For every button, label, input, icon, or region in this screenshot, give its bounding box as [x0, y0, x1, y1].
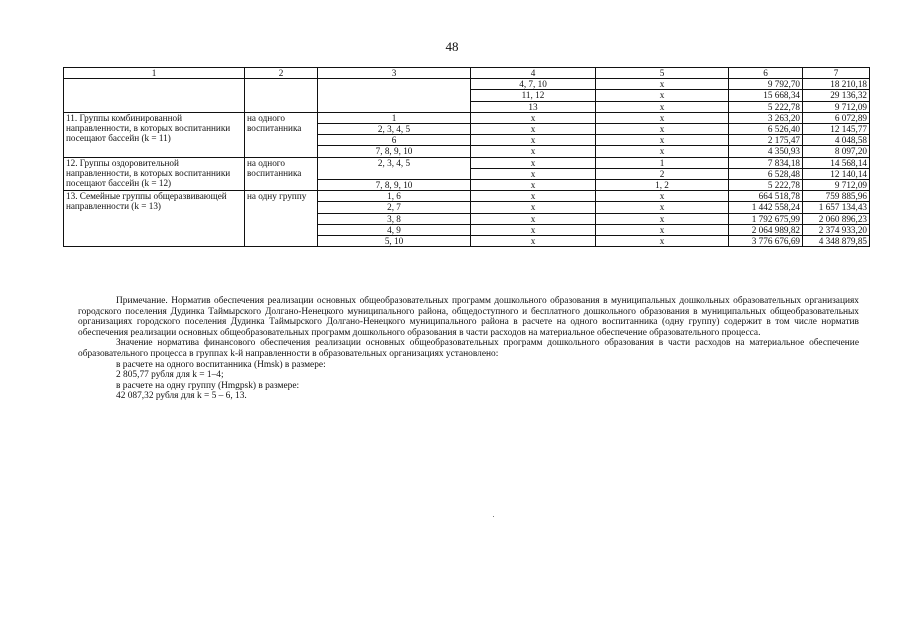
table-cell: 9 712,09 — [803, 101, 870, 112]
table-cell: x — [596, 224, 729, 235]
table-cell: 2, 3, 4, 5 — [318, 124, 471, 135]
table-row — [64, 191, 870, 202]
note-paragraph: Примечание. Норматив обеспечения реализации основных общеобразовательных программ дошкольного образования в муниципальных дошкольных образовательных организациях городского поселения Дудинка Таймырского Долгано-Ненецкого муниципального района, общедоступного и бесплатного дошкольного образования в муниципальных общеобразовательных организациях городского поселения Дудинка Таймырского Долгано-Ненецкого муниципального района в расчете на одного воспитанника (одну группу) содержит в том числе норматив обеспечения реализации основных общеобразовательных программ дошкольного образования в части расходов на материальное обеспечение образовательного процесса. — [78, 296, 859, 338]
table-cell: x — [596, 146, 729, 157]
page-number: 48 — [445, 39, 459, 54]
table-cell: 11, 12 — [471, 90, 596, 101]
notes-block — [78, 296, 859, 402]
group-label: 13. Семейные группы общеразвивающей направленности (k = 13) — [64, 191, 245, 247]
table-cell: 4 350,93 — [729, 146, 803, 157]
table-cell: 2 060 896,23 — [803, 213, 870, 224]
table-row — [64, 79, 870, 90]
table-cell: 4 348 879,85 — [803, 236, 870, 247]
table-cell: 9 712,09 — [803, 180, 870, 191]
table-cell: 14 568,14 — [803, 157, 870, 168]
table-cell: 6 526,40 — [729, 124, 803, 135]
table-cell: 18 210,18 — [803, 79, 870, 90]
column-header: 4 — [471, 68, 596, 79]
table-cell: 6 528,48 — [729, 168, 803, 179]
table-cell: x — [471, 112, 596, 123]
table-cell: 15 668,34 — [729, 90, 803, 101]
table-cell: x — [471, 146, 596, 157]
table-cell: 29 136,32 — [803, 90, 870, 101]
table-cell: 9 792,70 — [729, 79, 803, 90]
table-row — [64, 157, 870, 168]
empty-cell — [64, 79, 245, 113]
table-cell: 4, 7, 10 — [471, 79, 596, 90]
note-line: 2 805,77 рубля для k = 1–4; — [116, 370, 224, 381]
table-cell: 3, 8 — [318, 213, 471, 224]
table-cell: 1 — [318, 112, 471, 123]
table-cell: 1 442 558,24 — [729, 202, 803, 213]
group-label: 12. Группы оздоровительной направленности, в которых воспитанники посещают бассейн (k = 12) — [64, 157, 245, 191]
table-cell: 5 222,78 — [729, 180, 803, 191]
column-header: 2 — [245, 68, 318, 79]
table-cell: x — [471, 236, 596, 247]
table-cell: x — [596, 79, 729, 90]
empty-cell — [318, 79, 471, 113]
note-line: в расчете на одну группу (Нmgpsk) в размере: — [116, 380, 300, 391]
note-line: 42 087,32 рубля для k = 5 – 6, 13. — [116, 391, 247, 402]
table-cell: 1 — [596, 157, 729, 168]
table-cell: x — [596, 135, 729, 146]
table-cell: x — [471, 157, 596, 168]
table-cell: x — [596, 202, 729, 213]
table-cell: x — [596, 112, 729, 123]
group-unit: на одного воспитанника — [245, 157, 318, 191]
group-unit: на одного воспитанника — [245, 112, 318, 157]
table-cell: x — [471, 135, 596, 146]
table-cell: x — [471, 224, 596, 235]
column-header: 7 — [803, 68, 870, 79]
table-cell: x — [471, 191, 596, 202]
table-cell: 5 222,78 — [729, 101, 803, 112]
table-cell: 4 048,58 — [803, 135, 870, 146]
table-cell: 1 792 675,99 — [729, 213, 803, 224]
table-cell: x — [596, 213, 729, 224]
table-cell: 759 885,96 — [803, 191, 870, 202]
column-header: 5 — [596, 68, 729, 79]
table-cell: x — [596, 124, 729, 135]
table-cell: 7, 8, 9, 10 — [318, 146, 471, 157]
table-cell: 6 072,89 — [803, 112, 870, 123]
column-header: 3 — [318, 68, 471, 79]
empty-cell — [245, 79, 318, 113]
table-cell: 1, 6 — [318, 191, 471, 202]
table-cell: 4, 9 — [318, 224, 471, 235]
table-cell: 7 834,18 — [729, 157, 803, 168]
table-cell: x — [596, 90, 729, 101]
table-cell: x — [471, 213, 596, 224]
table-cell: x — [596, 191, 729, 202]
table-cell: x — [471, 202, 596, 213]
table-cell: x — [471, 124, 596, 135]
table-cell: 1 657 134,43 — [803, 202, 870, 213]
table-cell: 2, 3, 4, 5 — [318, 157, 471, 179]
table-cell: 13 — [471, 101, 596, 112]
table-cell: 3 776 676,69 — [729, 236, 803, 247]
table-cell: x — [596, 236, 729, 247]
column-header: 6 — [729, 68, 803, 79]
note-paragraph: Значение норматива финансового обеспечения реализации основных общеобразовательных программ дошкольного образования в части расходов на материальное обеспечение образовательного процесса в группах k-й направленности в образовательных организациях установлено: — [78, 338, 859, 359]
table-cell: 2 175,47 — [729, 135, 803, 146]
table-cell: x — [471, 180, 596, 191]
table-cell: 8 097,20 — [803, 146, 870, 157]
table-cell: 664 518,78 — [729, 191, 803, 202]
table-cell: 12 145,77 — [803, 124, 870, 135]
table-cell: 2 374 933,20 — [803, 224, 870, 235]
column-header: 1 — [64, 68, 245, 79]
table-cell: 6 — [318, 135, 471, 146]
table-header-row — [64, 68, 870, 79]
table-cell: 1, 2 — [596, 180, 729, 191]
group-unit: на одну группу — [245, 191, 318, 247]
table-cell: 12 140,14 — [803, 168, 870, 179]
norms-table — [63, 67, 870, 247]
note-line: в расчете на одного воспитанника (Нmsk) в размере: — [116, 359, 326, 370]
table-row — [64, 112, 870, 123]
group-label: 11. Группы комбинированной направленности, в которых воспитанники посещают бассейн (k = 11) — [64, 112, 245, 157]
table-cell: 3 263,20 — [729, 112, 803, 123]
table-cell: 2 — [596, 168, 729, 179]
table-cell: x — [471, 168, 596, 179]
table-cell: 5, 10 — [318, 236, 471, 247]
table-cell: x — [596, 101, 729, 112]
table-cell: 7, 8, 9, 10 — [318, 180, 471, 191]
table-cell: 2 064 989,82 — [729, 224, 803, 235]
scan-speck — [493, 516, 494, 517]
table-cell: 2, 7 — [318, 202, 471, 213]
